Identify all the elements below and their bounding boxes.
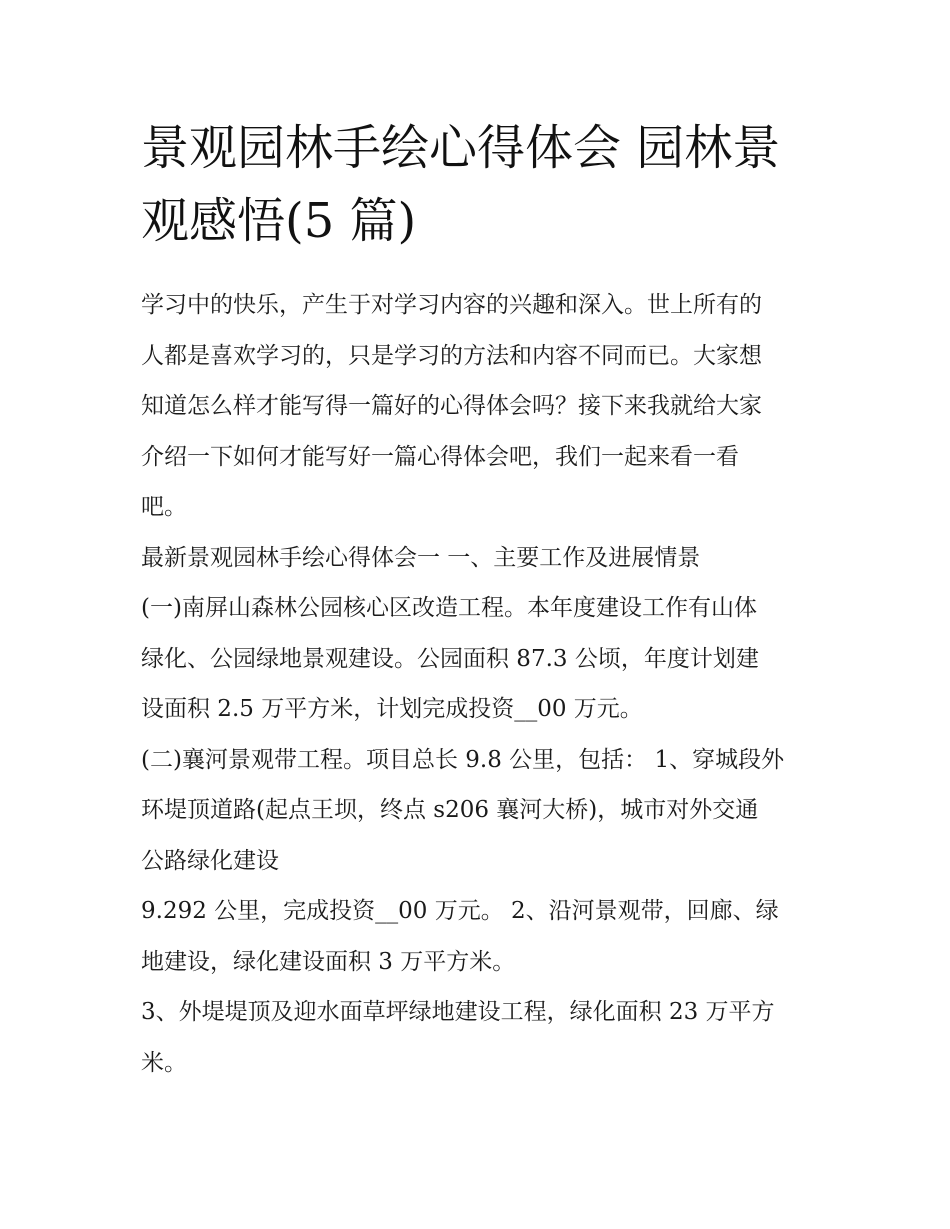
paragraph-line: 学习中的快乐，产生于对学习内容的兴趣和深入。世上所有的 — [141, 292, 762, 318]
project-two-paragraph — [141, 735, 816, 887]
paragraph-line: 设面积 2.5 万平方米，计划完成投资__00 万元。 — [141, 696, 643, 722]
paragraph-line: 9.292 公里，完成投资__00 万元。 2、沿河景观带，回廊、绿 — [141, 898, 779, 924]
title-line-2: 观感悟(5 篇) — [141, 193, 417, 249]
paragraph-line: 绿化、公园绿地景观建设。公园面积 87.3 公顷，年度计划建 — [141, 645, 759, 672]
document-body — [141, 112, 816, 1088]
section-heading-paragraph — [141, 533, 816, 584]
paragraph-line: (一)南屏山森林公园核心区改造工程。本年度建设工作有山体 — [141, 595, 757, 621]
paragraph-line: 3、外堤堤顶及迎水面草坪绿地建设工程，绿化面积 23 万平方 — [141, 999, 775, 1025]
paragraph-line: 介绍一下如何才能写好一篇心得体会吧，我们一起来看一看 — [141, 443, 739, 470]
project-two-detail-paragraph — [141, 886, 816, 987]
intro-paragraph — [141, 280, 816, 533]
paragraph-line: 环堤顶道路(起点王坝，终点 s206 襄河大桥)，城市对外交通 — [141, 797, 759, 823]
title-line-1: 景观园林手绘心得体会 园林景 — [141, 120, 781, 176]
project-three-paragraph — [141, 987, 816, 1088]
paragraph-line: (二)襄河景观带工程。项目总长 9.8 公里，包括： 1、穿城段外 — [141, 746, 785, 773]
project-one-paragraph — [141, 583, 816, 735]
paragraph-line: 米。 — [141, 1049, 187, 1076]
paragraph-line: 最新景观园林手绘心得体会一 一、主要工作及进展情景 — [141, 544, 701, 571]
paragraph-line: 地建设，绿化建设面积 3 万平方米。 — [141, 948, 516, 975]
paragraph-line: 吧。 — [141, 494, 187, 520]
paragraph-line: 人都是喜欢学习的，只是学习的方法和内容不同而已。大家想 — [141, 342, 762, 369]
paragraph-line: 知道怎么样才能写得一篇好的心得体会吗？接下来我就给大家 — [141, 393, 762, 419]
document-title — [141, 112, 816, 258]
paragraph-line: 公路绿化建设 — [141, 847, 279, 874]
